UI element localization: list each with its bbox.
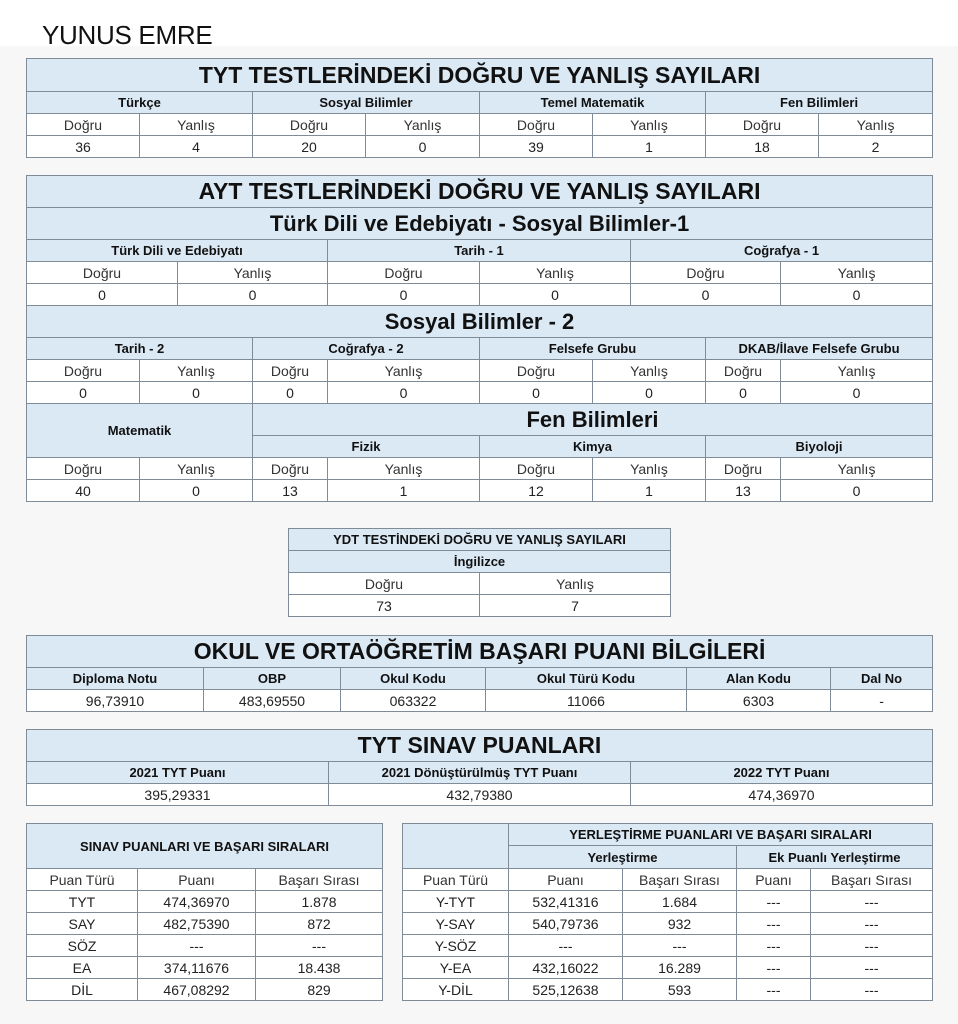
ayt-felsefe-yanlis: 0 xyxy=(593,382,706,404)
sinav-row-puan: 474,36970 xyxy=(138,891,256,913)
puan-turu-header: Puan Türü xyxy=(27,869,138,891)
student-name: YUNUS EMRE xyxy=(42,20,213,50)
yanlis-label: Yanlış xyxy=(140,458,253,480)
dogru-label: Doğru xyxy=(631,262,781,284)
ek-basari-sirasi-header: Başarı Sırası xyxy=(811,869,933,891)
dogru-label: Doğru xyxy=(480,360,593,382)
ayt-matematik-yanlis: 0 xyxy=(140,480,253,502)
yanlis-label: Yanlış xyxy=(781,458,933,480)
ayt-fizik-yanlis: 1 xyxy=(328,480,480,502)
ayt-subject-tarih1: Tarih - 1 xyxy=(328,240,631,262)
yanlis-label: Yanlış xyxy=(366,114,480,136)
basari-sirasi-header: Başarı Sırası xyxy=(256,869,383,891)
yanlis-label: Yanlış xyxy=(593,360,706,382)
tyt-subject-turkce: Türkçe xyxy=(27,92,253,114)
yanlis-label: Yanlış xyxy=(819,114,933,136)
dogru-label: Doğru xyxy=(253,458,328,480)
sinav-row-tur: DİL xyxy=(27,979,138,1001)
sinav-row-sira: 872 xyxy=(256,913,383,935)
tyt-2022-header: 2022 TYT Puanı xyxy=(631,762,933,784)
ydt-counts-table xyxy=(288,528,671,617)
ayt-dkab-yanlis: 0 xyxy=(781,382,933,404)
tyt-matematik-dogru: 39 xyxy=(480,136,593,158)
ayt-fen-title: Fen Bilimleri xyxy=(253,404,933,436)
yer-row-tur: Y-SAY xyxy=(403,913,509,935)
dogru-label: Doğru xyxy=(27,360,140,382)
tyt-2021-converted-value: 432,79380 xyxy=(329,784,631,806)
yer-row-puan: 540,79736 xyxy=(509,913,623,935)
ayt-felsefe-dogru: 0 xyxy=(480,382,593,404)
sinav-puanlari-table xyxy=(26,823,383,1001)
ayt-tarih1-dogru: 0 xyxy=(328,284,480,306)
dogru-label: Doğru xyxy=(289,573,480,595)
ayt-subject-matematik: Matematik xyxy=(27,404,253,458)
yer-row-ek-puan: --- xyxy=(737,935,811,957)
puan-turu-header: Puan Türü xyxy=(403,869,509,891)
ek-puanli-yerlestirme-header: Ek Puanlı Yerleştirme xyxy=(737,846,933,869)
ydt-dogru: 73 xyxy=(289,595,480,617)
tyt-turkce-dogru: 36 xyxy=(27,136,140,158)
dogru-label: Doğru xyxy=(27,262,178,284)
ayt-tde-title: Türk Dili ve Edebiyatı - Sosyal Bilimler-1 xyxy=(27,208,933,240)
ydt-subject-ingilizce: İngilizce xyxy=(289,551,671,573)
okul-info-table xyxy=(26,635,933,712)
yanlis-label: Yanlış xyxy=(781,360,933,382)
dogru-label: Doğru xyxy=(253,360,328,382)
diploma-notu-value: 96,73910 xyxy=(27,690,204,712)
yer-row-ek-sira: --- xyxy=(811,913,933,935)
yer-row-tur: Y-DİL xyxy=(403,979,509,1001)
yerlestirme-title: YERLEŞTİRME PUANLARI VE BAŞARI SIRALARI xyxy=(509,824,933,846)
ayt-cografya1-dogru: 0 xyxy=(631,284,781,306)
yanlis-label: Yanlış xyxy=(781,262,933,284)
tyt-matematik-yanlis: 1 xyxy=(593,136,706,158)
yer-row-ek-puan: --- xyxy=(737,957,811,979)
yanlis-label: Yanlış xyxy=(593,114,706,136)
yer-row-ek-sira: --- xyxy=(811,957,933,979)
okul-turu-kodu-header: Okul Türü Kodu xyxy=(486,668,687,690)
sinav-row-sira: 1.878 xyxy=(256,891,383,913)
yanlis-label: Yanlış xyxy=(140,114,253,136)
dogru-label: Doğru xyxy=(27,114,140,136)
yer-row-ek-sira: --- xyxy=(811,979,933,1001)
dogru-label: Doğru xyxy=(27,458,140,480)
tyt-2022-value: 474,36970 xyxy=(631,784,933,806)
tyt-subject-sosyal: Sosyal Bilimler xyxy=(253,92,480,114)
ayt-cografya2-yanlis: 0 xyxy=(328,382,480,404)
sinav-row-tur: SÖZ xyxy=(27,935,138,957)
ayt-cografya2-dogru: 0 xyxy=(253,382,328,404)
ayt-tarih1-yanlis: 0 xyxy=(480,284,631,306)
ayt-counts-table xyxy=(26,175,933,502)
yanlis-label: Yanlış xyxy=(480,262,631,284)
ayt-subject-felsefe: Felsefe Grubu xyxy=(480,338,706,360)
yanlis-label: Yanlış xyxy=(593,458,706,480)
tyt-fen-yanlis: 2 xyxy=(819,136,933,158)
tyt-2021-value: 395,29331 xyxy=(27,784,329,806)
ayt-tarih2-yanlis: 0 xyxy=(140,382,253,404)
yer-row-puan: 432,16022 xyxy=(509,957,623,979)
puani-header: Puanı xyxy=(138,869,256,891)
dogru-label: Doğru xyxy=(328,262,480,284)
ayt-matematik-dogru: 40 xyxy=(27,480,140,502)
dogru-label: Doğru xyxy=(253,114,366,136)
obp-value: 483,69550 xyxy=(204,690,341,712)
dogru-label: Doğru xyxy=(480,458,593,480)
ayt-subject-dkab: DKAB/İlave Felsefe Grubu xyxy=(706,338,933,360)
ayt-subject-tarih2: Tarih - 2 xyxy=(27,338,253,360)
ayt-subject-cografya2: Coğrafya - 2 xyxy=(253,338,480,360)
alan-kodu-header: Alan Kodu xyxy=(687,668,831,690)
sinav-row-tur: SAY xyxy=(27,913,138,935)
yer-row-sira: 1.684 xyxy=(623,891,737,913)
yer-row-sira: 593 xyxy=(623,979,737,1001)
okul-turu-kodu-value: 11066 xyxy=(486,690,687,712)
tyt-sosyal-yanlis: 0 xyxy=(366,136,480,158)
ayt-subject-kimya: Kimya xyxy=(480,436,706,458)
tyt-2021-header: 2021 TYT Puanı xyxy=(27,762,329,784)
ek-puani-header: Puanı xyxy=(737,869,811,891)
dogru-label: Doğru xyxy=(706,458,781,480)
tyt-turkce-yanlis: 4 xyxy=(140,136,253,158)
ayt-title: AYT TESTLERİNDEKİ DOĞRU VE YANLIŞ SAYILARI xyxy=(27,176,933,208)
alan-kodu-value: 6303 xyxy=(687,690,831,712)
obp-header: OBP xyxy=(204,668,341,690)
sinav-row-sira: 18.438 xyxy=(256,957,383,979)
yanlis-label: Yanlış xyxy=(480,573,671,595)
ayt-kimya-dogru: 12 xyxy=(480,480,593,502)
ydt-title: YDT TESTİNDEKİ DOĞRU VE YANLIŞ SAYILARI xyxy=(289,529,671,551)
tyt-2021-converted-header: 2021 Dönüştürülmüş TYT Puanı xyxy=(329,762,631,784)
okul-title: OKUL VE ORTAÖĞRETİM BAŞARI PUANI BİLGİLERİ xyxy=(27,636,933,668)
yer-row-sira: --- xyxy=(623,935,737,957)
ayt-sos2-title: Sosyal Bilimler - 2 xyxy=(27,306,933,338)
yer-row-sira: 16.289 xyxy=(623,957,737,979)
tyt-subject-fen: Fen Bilimleri xyxy=(706,92,933,114)
yanlis-label: Yanlış xyxy=(140,360,253,382)
yer-row-ek-puan: --- xyxy=(737,979,811,1001)
yer-row-ek-puan: --- xyxy=(737,913,811,935)
yer-row-tur: Y-TYT xyxy=(403,891,509,913)
ayt-subject-biyoloji: Biyoloji xyxy=(706,436,933,458)
yerlestirme-blank-corner xyxy=(403,824,509,869)
sinav-row-puan: 482,75390 xyxy=(138,913,256,935)
ayt-subject-fizik: Fizik xyxy=(253,436,480,458)
tyt-puan-title: TYT SINAV PUANLARI xyxy=(27,730,933,762)
sinav-row-tur: TYT xyxy=(27,891,138,913)
tyt-subject-matematik: Temel Matematik xyxy=(480,92,706,114)
sinav-title: SINAV PUANLARI VE BAŞARI SIRALARI xyxy=(27,824,383,869)
okul-kodu-header: Okul Kodu xyxy=(341,668,486,690)
tyt-title: TYT TESTLERİNDEKİ DOĞRU VE YANLIŞ SAYILARI xyxy=(27,59,933,92)
yerlestirme-table xyxy=(402,823,933,1001)
yer-row-ek-puan: --- xyxy=(737,891,811,913)
tyt-puan-table xyxy=(26,729,933,806)
yanlis-label: Yanlış xyxy=(328,458,480,480)
ayt-cografya1-yanlis: 0 xyxy=(781,284,933,306)
sinav-row-sira: 829 xyxy=(256,979,383,1001)
tyt-fen-dogru: 18 xyxy=(706,136,819,158)
ayt-subject-cografya1: Coğrafya - 1 xyxy=(631,240,933,262)
dogru-label: Doğru xyxy=(706,114,819,136)
yer-row-tur: Y-SÖZ xyxy=(403,935,509,957)
ydt-yanlis: 7 xyxy=(480,595,671,617)
sinav-row-puan: 467,08292 xyxy=(138,979,256,1001)
ayt-dkab-dogru: 0 xyxy=(706,382,781,404)
sinav-row-sira: --- xyxy=(256,935,383,957)
tyt-sosyal-dogru: 20 xyxy=(253,136,366,158)
dogru-label: Doğru xyxy=(706,360,781,382)
yerlestirme-header: Yerleştirme xyxy=(509,846,737,869)
yer-row-sira: 932 xyxy=(623,913,737,935)
yanlis-label: Yanlış xyxy=(178,262,328,284)
basari-sirasi-header: Başarı Sırası xyxy=(623,869,737,891)
sinav-row-puan: 374,11676 xyxy=(138,957,256,979)
diploma-notu-header: Diploma Notu xyxy=(27,668,204,690)
ayt-biyoloji-dogru: 13 xyxy=(706,480,781,502)
sinav-row-tur: EA xyxy=(27,957,138,979)
ayt-subject-tde: Türk Dili ve Edebiyatı xyxy=(27,240,328,262)
ayt-biyoloji-yanlis: 0 xyxy=(781,480,933,502)
ayt-kimya-yanlis: 1 xyxy=(593,480,706,502)
ayt-tarih2-dogru: 0 xyxy=(27,382,140,404)
yer-row-ek-sira: --- xyxy=(811,891,933,913)
ayt-tde-yanlis: 0 xyxy=(178,284,328,306)
dogru-label: Doğru xyxy=(480,114,593,136)
yer-row-puan: --- xyxy=(509,935,623,957)
yanlis-label: Yanlış xyxy=(328,360,480,382)
tyt-counts-table xyxy=(26,58,933,158)
dal-no-value: - xyxy=(831,690,933,712)
dal-no-header: Dal No xyxy=(831,668,933,690)
puani-header: Puanı xyxy=(509,869,623,891)
ayt-fizik-dogru: 13 xyxy=(253,480,328,502)
okul-kodu-value: 063322 xyxy=(341,690,486,712)
ayt-tde-dogru: 0 xyxy=(27,284,178,306)
sinav-row-puan: --- xyxy=(138,935,256,957)
yer-row-puan: 532,41316 xyxy=(509,891,623,913)
yer-row-puan: 525,12638 xyxy=(509,979,623,1001)
yer-row-ek-sira: --- xyxy=(811,935,933,957)
yer-row-tur: Y-EA xyxy=(403,957,509,979)
